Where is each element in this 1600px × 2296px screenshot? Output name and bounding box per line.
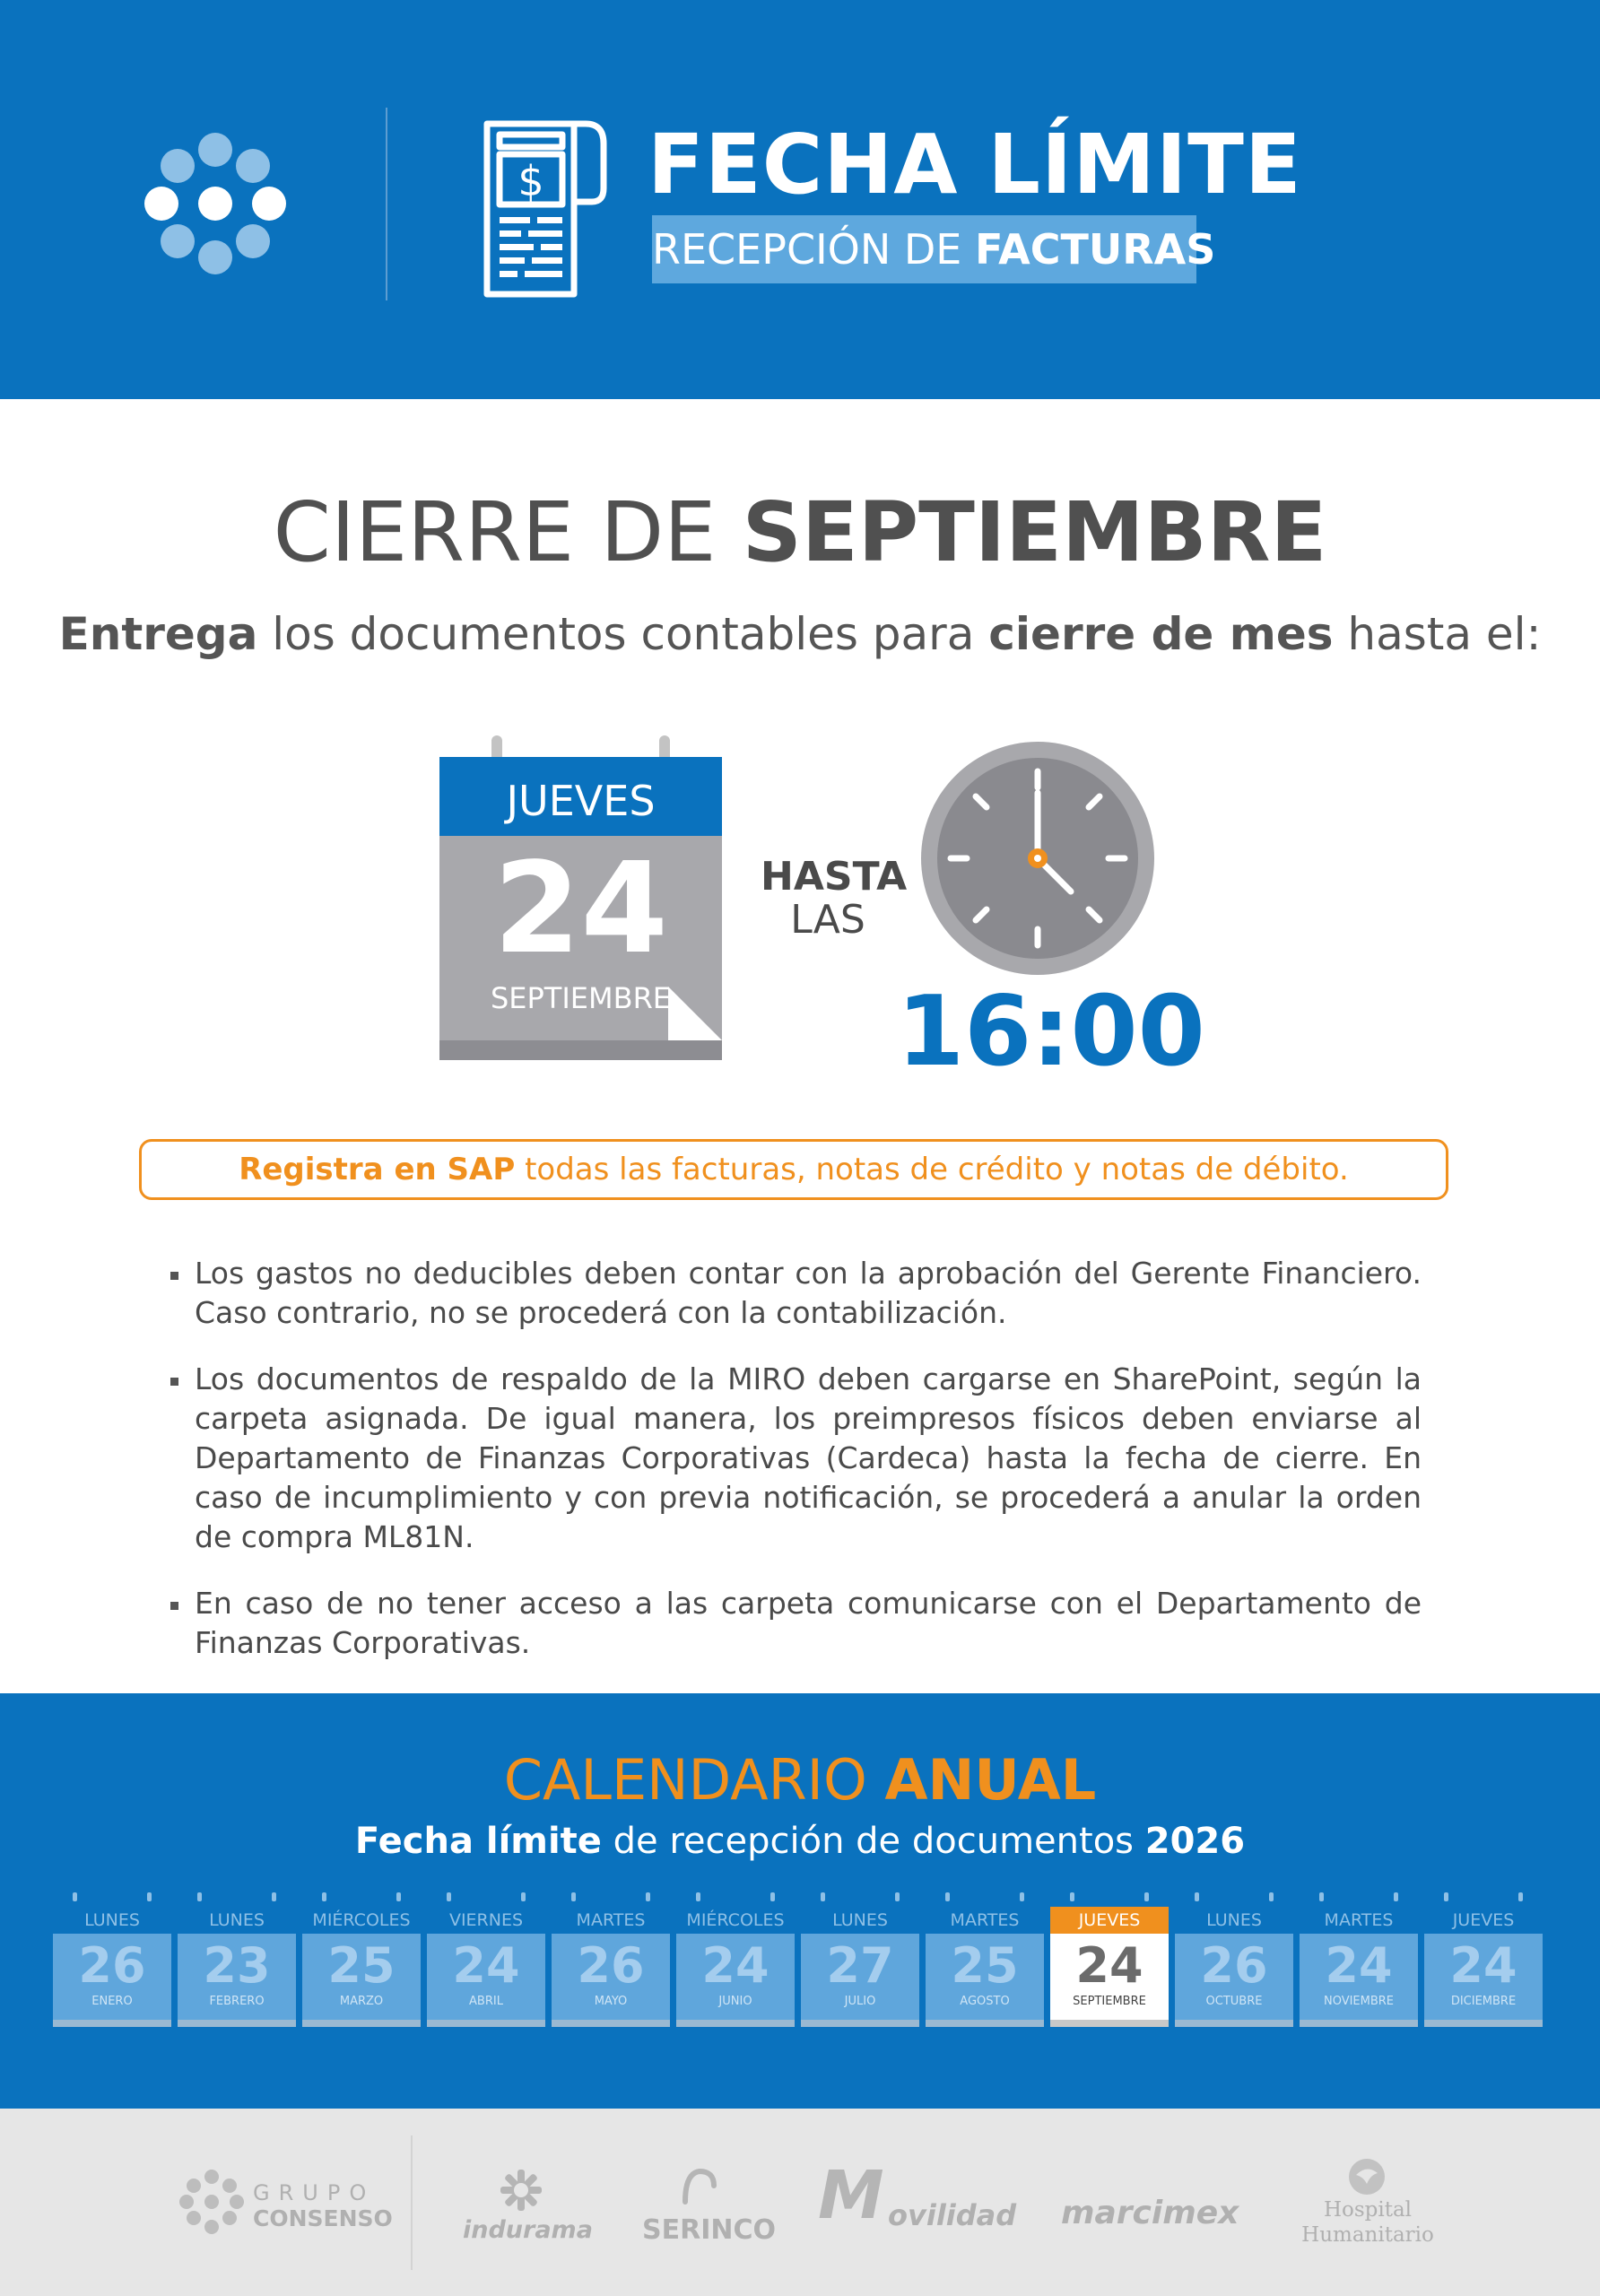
month-name: NOVIEMBRE	[1323, 1995, 1395, 2008]
month-weekday: JUEVES	[1452, 1910, 1515, 1930]
month-name: MARZO	[339, 1995, 384, 2008]
calendar-day: 24	[493, 836, 668, 982]
month-day: 26	[78, 1937, 146, 1994]
serinco-logo-icon	[678, 2166, 719, 2205]
month-card-abril	[427, 1892, 545, 2027]
month-base	[926, 2020, 1044, 2027]
list-item: Los gastos no deducibles deben contar con la aprobación del Gerente Financiero. Caso contrario, no se procederá con la contabilización.	[170, 1254, 1422, 1333]
month-base	[801, 2020, 919, 2027]
month-name: OCTUBRE	[1205, 1995, 1263, 2008]
month-face	[801, 1934, 919, 2020]
month-calendar-row	[53, 1892, 1548, 2027]
rules-list	[170, 1254, 1422, 1690]
header-title: FECHA LÍMITE	[648, 117, 1302, 213]
month-face	[1300, 1934, 1418, 2020]
indurama-star-icon	[499, 2168, 543, 2213]
month-name: MAYO	[594, 1995, 628, 2008]
month-face	[1175, 1934, 1293, 2020]
month-day: 24	[1325, 1937, 1393, 1994]
calendar-pins	[1050, 1892, 1169, 1903]
footer-divider	[411, 2135, 413, 2270]
month-card-marzo	[302, 1892, 421, 2027]
month-face	[1424, 1934, 1543, 2020]
calendar-pins	[801, 1892, 919, 1903]
month-base	[1175, 2020, 1293, 2027]
grupo-consenso-logo-line2: CONSENSO	[253, 2205, 393, 2231]
month-weekday: MARTES	[950, 1910, 1020, 1930]
header-subtitle: RECEPCIÓN DE FACTURAS	[652, 215, 1196, 283]
month-card-junio	[676, 1892, 795, 2027]
calendar-weekday: JUEVES	[439, 757, 722, 836]
month-base	[178, 2020, 296, 2027]
list-item: Los documentos de respaldo de la MIRO deben cargarse en SharePoint, según la carpeta asignada. De igual manera, los preimpresos físicos deben enviarse al Departamento de Finanzas Corporativas (Cardeca) hasta la fecha de cierre. En caso de incumplimiento y con previa notificación, se procederá a anular la orden de compra ML81N.	[170, 1360, 1422, 1557]
calendar-month: SEPTIEMBRE	[490, 981, 672, 1015]
indurama-logo: indurama	[463, 2216, 593, 2244]
month-base	[676, 2020, 795, 2027]
month-weekday: LUNES	[1206, 1910, 1262, 1930]
list-item: En caso de no tener acceso a las carpeta comunicarse con el Departamento de Finanzas Corporativas.	[170, 1584, 1422, 1663]
month-face	[427, 1934, 545, 2020]
footer-logos	[0, 2109, 1600, 2296]
month-name: SEPTIEMBRE	[1073, 1995, 1146, 2008]
month-face	[53, 1934, 171, 2020]
month-name: DICIEMBRE	[1450, 1995, 1517, 2008]
calendar-pins	[302, 1892, 421, 1903]
month-face	[1050, 1934, 1169, 2020]
marcimex-logo: marcimex	[1061, 2195, 1239, 2231]
annual-title: CALENDARIO ANUAL	[503, 1747, 1097, 1813]
month-base	[1050, 2020, 1169, 2027]
month-day: 25	[327, 1937, 396, 1994]
consenso-dots-icon	[135, 126, 296, 287]
month-day: 24	[1075, 1937, 1143, 1994]
month-day: 26	[1200, 1937, 1268, 1994]
month-weekday: VIERNES	[448, 1910, 524, 1930]
month-card-mayo	[552, 1892, 670, 2027]
month-base	[302, 2020, 421, 2027]
calendar-pins	[1424, 1892, 1543, 1903]
month-weekday: MIÉRCOLES	[312, 1910, 411, 1930]
month-weekday: LUNES	[209, 1910, 265, 1930]
serinco-logo: SERINCO	[642, 2214, 776, 2246]
month-base	[53, 2020, 171, 2027]
clock-icon	[917, 737, 1159, 979]
sap-notice-box: Registra en SAP todas las facturas, notas de crédito y notas de débito.	[139, 1139, 1448, 1200]
month-day: 23	[203, 1937, 271, 1994]
calendar-pins	[552, 1892, 670, 1903]
month-name: ENERO	[91, 1995, 133, 2008]
grupo-consenso-logo-line1: GRUPO	[253, 2180, 376, 2205]
month-weekday: MARTES	[1324, 1910, 1394, 1930]
month-face	[552, 1934, 670, 2020]
month-name: AGOSTO	[960, 1995, 1010, 2008]
annual-subtitle: Fecha límite de recepción de documentos 2026	[354, 1821, 1246, 1862]
month-card-enero	[53, 1892, 171, 2027]
page-heading: CIERRE DE SEPTIEMBRE	[273, 484, 1327, 580]
month-weekday: MIÉRCOLES	[686, 1910, 785, 1930]
month-face	[178, 1934, 296, 2020]
page-subheading: Entrega los documentos contables para cierre de mes hasta el:	[58, 608, 1542, 660]
month-name: JUNIO	[718, 1995, 752, 2008]
calendar-pins	[1300, 1892, 1418, 1903]
month-day: 24	[452, 1937, 520, 1994]
svg-text:$: $	[517, 157, 544, 205]
hasta-label: HASTA	[761, 854, 908, 900]
hospital-humanitario-logo-icon	[1347, 2157, 1387, 2196]
month-name: JULIO	[844, 1995, 876, 2008]
month-card-octubre	[1175, 1892, 1293, 2027]
month-weekday: MARTES	[576, 1910, 646, 1930]
calendar-body	[439, 836, 722, 1040]
deadline-calendar-icon	[439, 735, 722, 1060]
month-card-agosto	[926, 1892, 1044, 2027]
month-face	[676, 1934, 795, 2020]
month-base	[1300, 2020, 1418, 2027]
month-card-noviembre	[1300, 1892, 1418, 2027]
month-card-febrero	[178, 1892, 296, 2027]
calendar-pins	[926, 1892, 1044, 1903]
calendar-pins	[1175, 1892, 1293, 1903]
month-card-julio	[801, 1892, 919, 2027]
calendar-base	[439, 1040, 722, 1060]
month-base	[1424, 2020, 1543, 2027]
las-label: LAS	[790, 897, 865, 943]
month-weekday: LUNES	[84, 1910, 140, 1930]
grupo-consenso-logo-icon	[179, 2170, 244, 2234]
month-day: 27	[826, 1937, 894, 1994]
movilidad-logo-mark: M	[818, 2157, 884, 2234]
hospital-logo-line2: Humanitario	[1301, 2223, 1434, 2247]
hospital-logo-line1: Hospital	[1323, 2198, 1413, 2222]
month-card-diciembre	[1424, 1892, 1543, 2027]
receipt-dollar-icon	[480, 117, 614, 300]
calendar-page-fold	[668, 987, 722, 1040]
calendar-pins	[53, 1892, 171, 1903]
month-day: 24	[701, 1937, 770, 1994]
header-banner	[0, 0, 1600, 399]
movilidad-logo: ovilidad	[888, 2198, 1017, 2232]
month-day: 25	[951, 1937, 1019, 1994]
month-base	[552, 2020, 670, 2027]
deadline-time: 16:00	[897, 976, 1205, 1088]
month-day: 26	[577, 1937, 645, 1994]
month-face	[302, 1934, 421, 2020]
month-card-septiembre	[1050, 1892, 1169, 2027]
month-name: FEBRERO	[209, 1995, 265, 2008]
month-weekday: LUNES	[832, 1910, 888, 1930]
header-divider	[386, 108, 387, 300]
calendar-pins	[178, 1892, 296, 1903]
calendar-pins	[427, 1892, 545, 1903]
calendar-pins	[676, 1892, 795, 1903]
month-base	[427, 2020, 545, 2027]
month-name: ABRIL	[469, 1995, 503, 2008]
annual-calendar-section	[0, 1693, 1600, 2109]
month-face	[926, 1934, 1044, 2020]
month-weekday: JUEVES	[1050, 1907, 1169, 1934]
month-day: 24	[1449, 1937, 1517, 1994]
